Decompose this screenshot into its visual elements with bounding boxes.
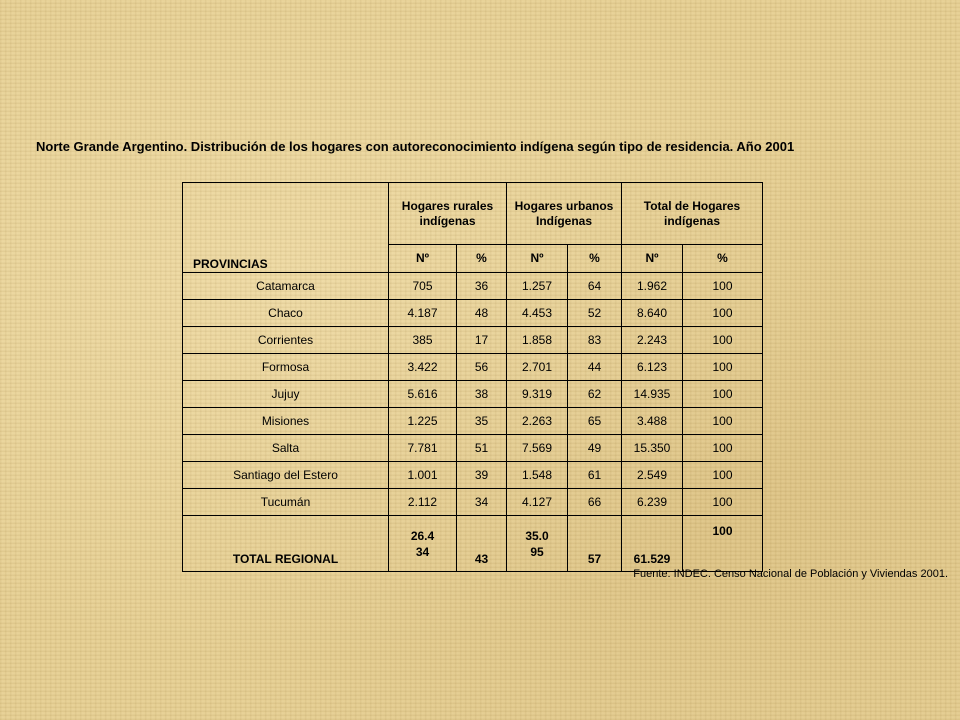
cell-total-porcentaje: 100 xyxy=(683,435,763,462)
cell-urbano-porcentaje: 52 xyxy=(568,300,622,327)
cell-provincia: Jujuy xyxy=(183,381,389,408)
subheader-rural-numero: Nº xyxy=(389,245,457,273)
cell-total-numero: 6.123 xyxy=(622,354,683,381)
cell-total-numero: 2.549 xyxy=(622,462,683,489)
cell-urbano-numero: 1.858 xyxy=(507,327,568,354)
cell-total-numero: 1.962 xyxy=(622,273,683,300)
cell-provincia: Corrientes xyxy=(183,327,389,354)
page-title: Norte Grande Argentino. Distribución de los hogares con autoreconocimiento indígena según tipo de residencia. Año 2001 xyxy=(36,139,795,154)
cell-total-numero: 6.239 xyxy=(622,489,683,516)
cell-total-numero: 8.640 xyxy=(622,300,683,327)
cell-urbano-numero: 1.548 xyxy=(507,462,568,489)
table-row xyxy=(183,435,763,462)
cell-rural-porcentaje: 34 xyxy=(457,489,507,516)
cell-provincia: Misiones xyxy=(183,408,389,435)
total-row xyxy=(183,516,763,572)
cell-total-numero: 14.935 xyxy=(622,381,683,408)
cell-urbano-numero: 1.257 xyxy=(507,273,568,300)
cell-urbano-numero: 7.569 xyxy=(507,435,568,462)
subheader-rural-porcentaje: % xyxy=(457,245,507,273)
cell-rural-numero: 2.112 xyxy=(389,489,457,516)
cell-rural-porcentaje: 56 xyxy=(457,354,507,381)
cell-provincia: Santiago del Estero xyxy=(183,462,389,489)
total-hogares-porcentaje: 100 xyxy=(683,516,763,572)
total-rural-numero: 26.434 xyxy=(410,528,435,559)
table-row xyxy=(183,273,763,300)
table-row xyxy=(183,381,763,408)
cell-total-porcentaje: 100 xyxy=(683,462,763,489)
cell-total-porcentaje: 100 xyxy=(683,300,763,327)
cell-urbano-porcentaje: 66 xyxy=(568,489,622,516)
table-row xyxy=(183,300,763,327)
table-row xyxy=(183,354,763,381)
cell-total-porcentaje: 100 xyxy=(683,381,763,408)
cell-urbano-numero: 4.127 xyxy=(507,489,568,516)
cell-rural-numero: 3.422 xyxy=(389,354,457,381)
header-provincias: PROVINCIAS xyxy=(183,183,389,273)
cell-provincia: Tucumán xyxy=(183,489,389,516)
total-urbano-porcentaje: 57 xyxy=(568,516,622,572)
cell-rural-numero: 385 xyxy=(389,327,457,354)
subheader-total-porcentaje: % xyxy=(683,245,763,273)
cell-urbano-porcentaje: 83 xyxy=(568,327,622,354)
table-row xyxy=(183,327,763,354)
cell-provincia: Salta xyxy=(183,435,389,462)
cell-urbano-porcentaje: 44 xyxy=(568,354,622,381)
table-row xyxy=(183,462,763,489)
cell-urbano-numero: 9.319 xyxy=(507,381,568,408)
cell-rural-numero: 705 xyxy=(389,273,457,300)
total-rural-porcentaje: 43 xyxy=(457,516,507,572)
cell-total-porcentaje: 100 xyxy=(683,354,763,381)
cell-provincia: Formosa xyxy=(183,354,389,381)
cell-rural-porcentaje: 39 xyxy=(457,462,507,489)
subheader-urbano-numero: Nº xyxy=(507,245,568,273)
header-hogares-urbanos: Hogares urbanos Indígenas xyxy=(507,183,622,245)
cell-rural-porcentaje: 51 xyxy=(457,435,507,462)
cell-provincia: Catamarca xyxy=(183,273,389,300)
cell-urbano-porcentaje: 61 xyxy=(568,462,622,489)
cell-urbano-porcentaje: 64 xyxy=(568,273,622,300)
cell-rural-porcentaje: 17 xyxy=(457,327,507,354)
table-row xyxy=(183,489,763,516)
cell-total-porcentaje: 100 xyxy=(683,489,763,516)
cell-rural-numero: 5.616 xyxy=(389,381,457,408)
cell-urbano-porcentaje: 49 xyxy=(568,435,622,462)
cell-rural-porcentaje: 35 xyxy=(457,408,507,435)
cell-urbano-numero: 2.701 xyxy=(507,354,568,381)
source-note: Fuente: INDEC. Censo Nacional de Población y Viviendas 2001. xyxy=(633,568,948,580)
cell-total-numero: 15.350 xyxy=(622,435,683,462)
cell-total-porcentaje: 100 xyxy=(683,327,763,354)
subheader-total-numero: Nº xyxy=(622,245,683,273)
cell-total-numero: 3.488 xyxy=(622,408,683,435)
total-hogares-numero: 61.529 xyxy=(622,516,683,572)
cell-total-porcentaje: 100 xyxy=(683,408,763,435)
cell-rural-numero: 7.781 xyxy=(389,435,457,462)
cell-rural-numero: 1.225 xyxy=(389,408,457,435)
header-hogares-rurales: Hogares rurales indígenas xyxy=(389,183,507,245)
cell-provincia: Chaco xyxy=(183,300,389,327)
cell-rural-porcentaje: 36 xyxy=(457,273,507,300)
data-table xyxy=(182,182,763,572)
cell-rural-numero: 4.187 xyxy=(389,300,457,327)
table-row xyxy=(183,408,763,435)
cell-rural-numero: 1.001 xyxy=(389,462,457,489)
cell-urbano-porcentaje: 62 xyxy=(568,381,622,408)
header-total-hogares: Total de Hogares indígenas xyxy=(622,183,763,245)
cell-rural-porcentaje: 38 xyxy=(457,381,507,408)
cell-total-numero: 2.243 xyxy=(622,327,683,354)
cell-total-porcentaje: 100 xyxy=(683,273,763,300)
cell-urbano-numero: 4.453 xyxy=(507,300,568,327)
cell-rural-porcentaje: 48 xyxy=(457,300,507,327)
cell-urbano-numero: 2.263 xyxy=(507,408,568,435)
total-urbano-numero: 35.095 xyxy=(525,528,549,559)
total-label: TOTAL REGIONAL xyxy=(183,516,389,572)
subheader-urbano-porcentaje: % xyxy=(568,245,622,273)
cell-urbano-porcentaje: 65 xyxy=(568,408,622,435)
